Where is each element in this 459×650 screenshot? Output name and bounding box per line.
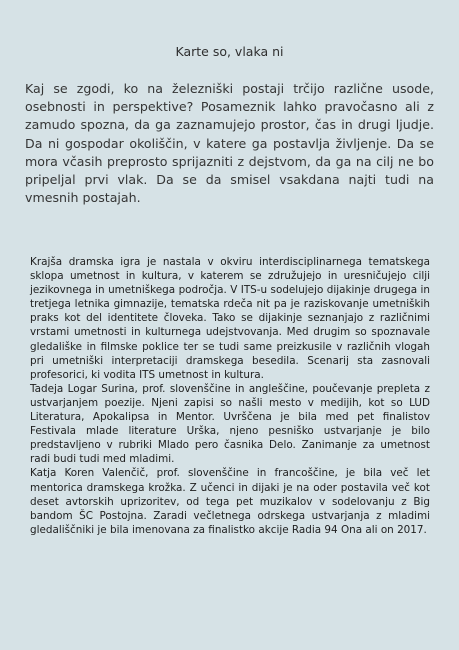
intro-paragraph: Kaj se zgodi, ko na železniški postaji trčijo različne usode, osebnosti in perspektive? Posameznik lahko pravočasno ali z zamudo spozna, da ga zaznamujejo prostor, čas in drugi ljudje. Da ni gospodar okoliščin, v katere ga postavlja življenje. Da se mora včasih preprosto sprijazniti z dejstvom, da ga na cilj ne bo pripeljal prvi vlak. Da se da smisel vsakdana najti tudi na vmesnih postajah.: [25, 81, 434, 206]
document-title: Karte so, vlaka ni: [175, 44, 284, 59]
body-text: [30, 255, 430, 537]
body-paragraph-tadeja: Tadeja Logar Surina, prof. slovenščine in angleščine, poučevanje prepleta z ustvarjanjem poezije. Njeni zapisi so našli mesto v medijih, kot so LUD Literatura, Apokalipsa in Mentor. Uvrščena je bila med pet finalistov Festivala mlade literature Urška, njeno pesniško ustvarjanje je bilo predstavljeno v rubriki Mlado pero časnika Delo. Zanimanje za umetnost radi budi tudi med mladimi.: [30, 382, 430, 466]
body-paragraph-katja: Katja Koren Valenčič, prof. slovenščine in francoščine, je bila več let mentorica dramskega krožka. Z učenci in dijaki je na oder postavila več kot deset avtorskih uprizoritev, od tega pet muzikalov v sodelovanju z Big bandom ŠC Postojna. Zaradi večletnega odrskega ustvarjanja z mladimi gledališčniki je bila imenovana za finalistko akcije Radia 94 Ona ali on 2017.: [30, 467, 430, 536]
body-paragraph-its: Krajša dramska igra je nastala v okviru interdisciplinarnega tematskega sklopa umetnost in kultura, v katerem se združujejo in uresničujejo cilji jezikovnega in umetniškega področja. V ITS-u sodelujejo dijakinje drugega in tretjega letnika gimnazije, tematska rdeča nit pa je raziskovanje umetniških praks kot del identitete človeka. Tako se dijakinje seznanjajo z različnimi vrstami umetnosti in kulturnega udejstvovanja. Med drugim so spoznavale gledališke in filmske poklice ter se tudi same preizkusile v različnih vlogah pri umetniški interpretaciji dramskega besedila. Scenarij sta zasnovali profesorici, ki vodita ITS umetnost in kultura.: [30, 256, 430, 381]
